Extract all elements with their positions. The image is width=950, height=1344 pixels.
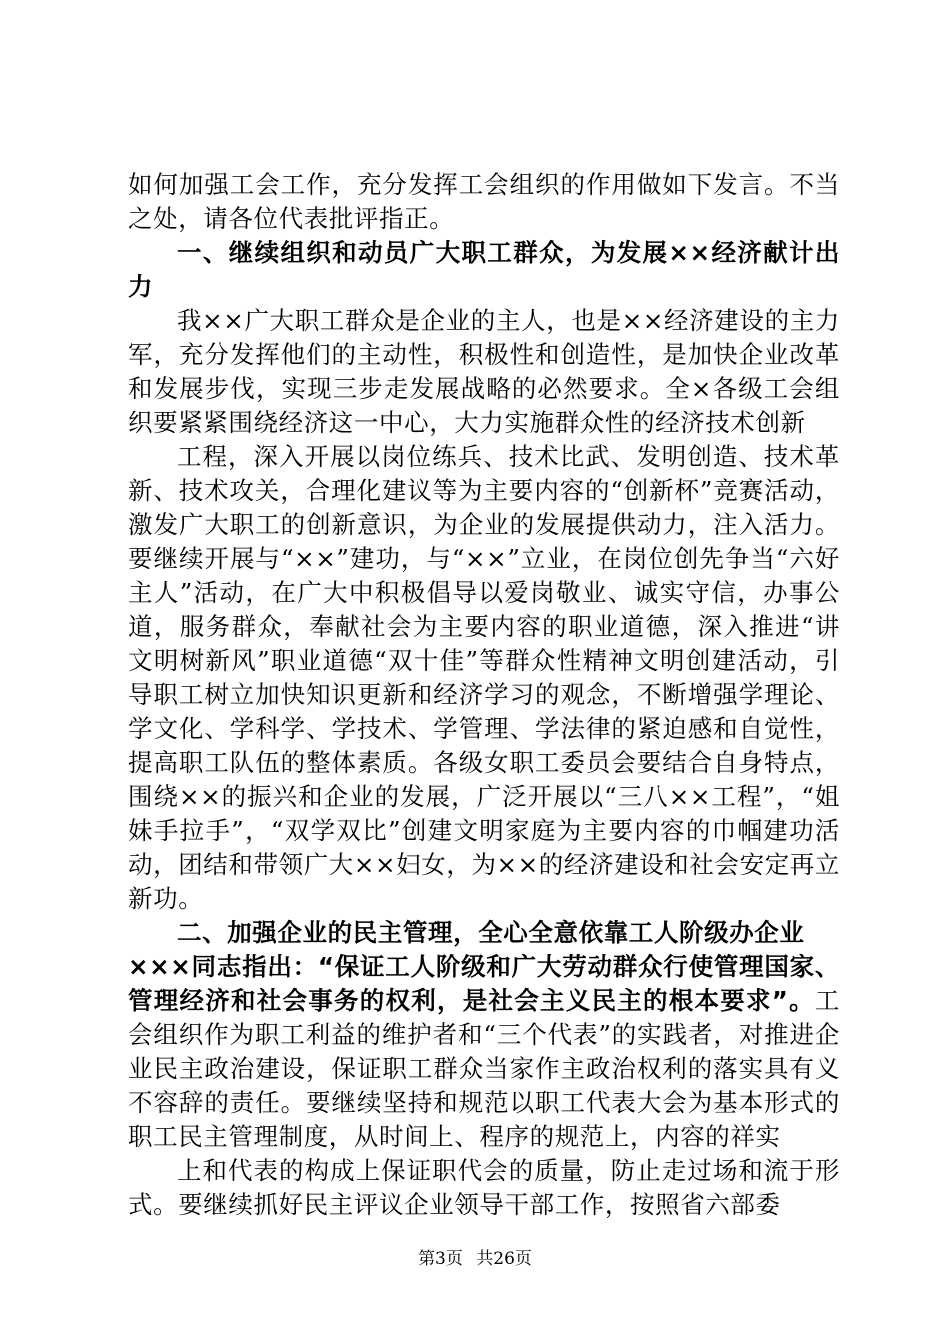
paragraph-congress bbox=[128, 1154, 840, 1222]
paragraph-text: 上和代表的构成上保证职代会的质量，防止走过场和流于形式。要继续抓好民主评议企业领导干部工作，按照省六部委 bbox=[128, 1156, 840, 1219]
paragraph-text: 工程，深入开展以岗位练兵、技术比武、发明创造、技术革新、技术攻关，合理化建议等为主要内容的“创新杯”竞赛活动，激发广大职工的创新意识，为企业的发展提供动力，注入活力。要继续开展与“××”建功，与“××”立业，在岗位创先争当“六好主人”活动，在广大中积极倡导以爱岗敬业、诚实守信，办事公道，服务群众，奉献社会为主要内容的职业道德，深入推进“讲文明树新风”职业道德“双十佳”等群众性精神文明创建活动，引导职工树立加快知识更新和经济学习的观念，不断增强学理论、学文化、学科学、学技术、学管理、学法律的紧迫感和自觉性，提高职工队伍的整体素质。各级女职工委员会要结合自身特点，围绕××的振兴和企业的发展，广泛开展以“三八××工程”，“姐妹手拉手”，“双学双比”创建文明家庭为主要内容的巾帼建功活动，团结和带领广大××妇女，为××的经济建设和社会安定再立新功。 bbox=[128, 442, 841, 913]
heading-text: 一、继续组织和动员广大职工群众，为发展××经济献计出力 bbox=[128, 238, 840, 301]
paragraph-text: 工会组织作为职工利益的维护者和“三个代表”的实践者，对推进企业民主政治建设，保证职工群众当家作主政治权利的落实具有义不容辞的责任。要继续坚持和规范以职工代表大会为基本形式的职工民主管理制度，从时间上、程序的规范上，内容的祥实 bbox=[128, 986, 840, 1151]
page-footer bbox=[0, 1244, 950, 1269]
section-heading-1 bbox=[128, 236, 840, 304]
document-body bbox=[128, 168, 840, 1222]
paragraph-workers bbox=[128, 304, 840, 440]
paragraph-democracy bbox=[128, 950, 840, 1154]
section-heading-2 bbox=[128, 916, 840, 950]
page-number: 第3页 bbox=[418, 1249, 463, 1269]
paragraph-innovation bbox=[128, 440, 840, 916]
paragraph-text: 如何加强工会工作，充分发挥工会组织的作用做如下发言。不当之处，请各位代表批评指正。 bbox=[128, 170, 840, 233]
quote-text: ×××同志指出：“保证工人阶级和广大劳动群众行使管理国家、管理经济和社会事务的权利，是社会主义民主的根本要求”。 bbox=[128, 952, 840, 1015]
paragraph-intro bbox=[128, 168, 840, 236]
heading-text: 二、加强企业的民主管理，全心全意依靠工人阶级办企业 bbox=[177, 918, 805, 947]
page-total: 共26页 bbox=[476, 1249, 532, 1269]
paragraph-text: 我××广大职工群众是企业的主人，也是××经济建设的主力军，充分发挥他们的主动性，积极性和创造性，是加快企业改革和发展步伐，实现三步走发展战略的必然要求。全×各级工会组织要紧紧围绕经济这一中心，大力实施群众性的经济技术创新 bbox=[128, 306, 840, 437]
